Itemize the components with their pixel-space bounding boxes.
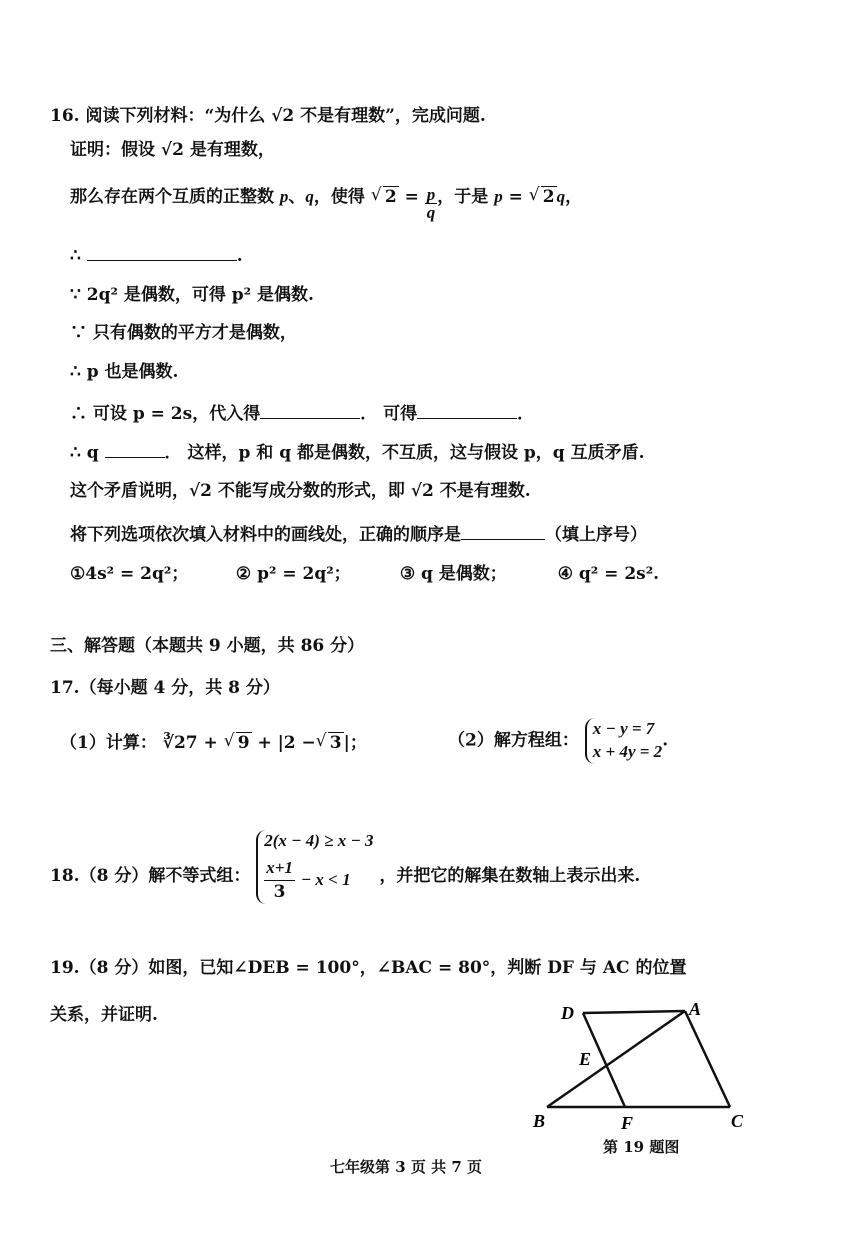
q16-intro: 16. 阅读下列材料：“为什么 √2 不是有理数”，完成问题. [50,106,486,126]
inequality-system [256,830,373,904]
q19-line2: 关系，并证明. [50,1005,158,1025]
q17-part2: （2）解方程组： x − y = 7 x + 4y = 2 . [448,718,668,764]
answer-blank-4[interactable] [105,443,165,458]
equation-system [585,718,662,764]
inequality-1: 2(x − 4) ≥ x − 3 [264,831,374,850]
q16-line4: ∵ 2q² 是偶数，可得 p² 是偶数. [70,285,314,305]
label-F: F [621,1113,634,1133]
answer-blank-1[interactable] [87,246,237,261]
answer-blank-order[interactable] [461,525,545,540]
q17-part1: （1）计算： ∛27 + √ 9 + |2 −√ 3 |； [60,735,367,752]
q16-line7: ∴ 可设 p = 2s，代入得 ． 可得 ． [70,404,535,424]
sqrt2-radical: √ 2 [371,189,399,206]
label-B: B [533,1111,546,1131]
label-A: A [689,999,702,1019]
var-q: q [305,187,314,206]
q16-options [70,566,659,583]
label-D: D [561,1003,574,1023]
var-p: p [279,187,289,206]
q16-line2: 那么存在两个互质的正整数 p、q，使得 √ 2 = $\frac{p}{q}$ ，于是 p = √ 2 q， [70,180,582,215]
q16-line5: ∵ 只有偶数的平方才是偶数， [70,323,297,343]
q16-line8: ∴ q ． 这样，p 和 q 都是偶数，不互质，这与假设 p，q 互质矛盾. [70,443,645,463]
option-4: ④ q² = 2s². [557,564,660,584]
label-C: C [731,1111,744,1131]
answer-blank-2[interactable] [260,404,360,419]
q16-line6: ∴ p 也是偶数. [70,362,179,382]
segment-AB [547,1011,685,1107]
section3-title: 三、解答题（本题共 9 小题，共 86 分） [50,636,365,656]
q16-line10: 将下列选项依次填入材料中的画线处，正确的顺序是 （填上序号） [70,525,647,545]
q16-line2-a: 那么存在两个互质的正整数 [70,187,274,207]
label-E: E [579,1049,592,1069]
inequality-2: $\frac{x+1}{3}$ − x < 1 [266,857,351,902]
answer-blank-3[interactable] [417,404,517,419]
q16-line3: ∴ . [70,246,243,266]
option-2: ② p² = 2q²； [235,564,351,584]
q18: 18.（8 分）解不等式组： 2(x − 4) ≥ x − 3 $\frac{x+1}{3}$ − x < 1 ，并把它的解集在数轴上表示出来. [50,831,641,902]
geometry-figure [525,995,755,1155]
p-over-q-fraction: $\frac{p}{q}$ [426,185,436,222]
q19-line1: 19.（8 分）如图，已知∠DEB = 100°，∠BAC = 80°，判断 DF 与 AC 的位置 [50,958,687,978]
segment-AC [685,1011,730,1107]
segment-DA [583,1011,685,1013]
equation-1: x − y = 7 [592,719,655,738]
page-footer: 七年级第 3 页 共 7 页 [330,1158,482,1176]
q16-line2-b: ，使得 [313,187,365,207]
q16-line2-c: ，于是 [437,187,489,207]
q16-line9: 这个矛盾说明，√2 不能写成分数的形式，即 √2 不是有理数. [70,481,531,501]
figure-caption: 第 19 题图 [603,1138,680,1156]
option-1: ①4s² = 2q²； [70,564,189,584]
option-3: ③ q 是偶数； [399,564,507,584]
q16-proof-start: 证明：假设 √2 是有理数， [70,140,275,160]
q17-header: 17.（每小题 4 分，共 8 分） [50,678,280,698]
equation-2: x + 4y = 2 [592,741,663,761]
